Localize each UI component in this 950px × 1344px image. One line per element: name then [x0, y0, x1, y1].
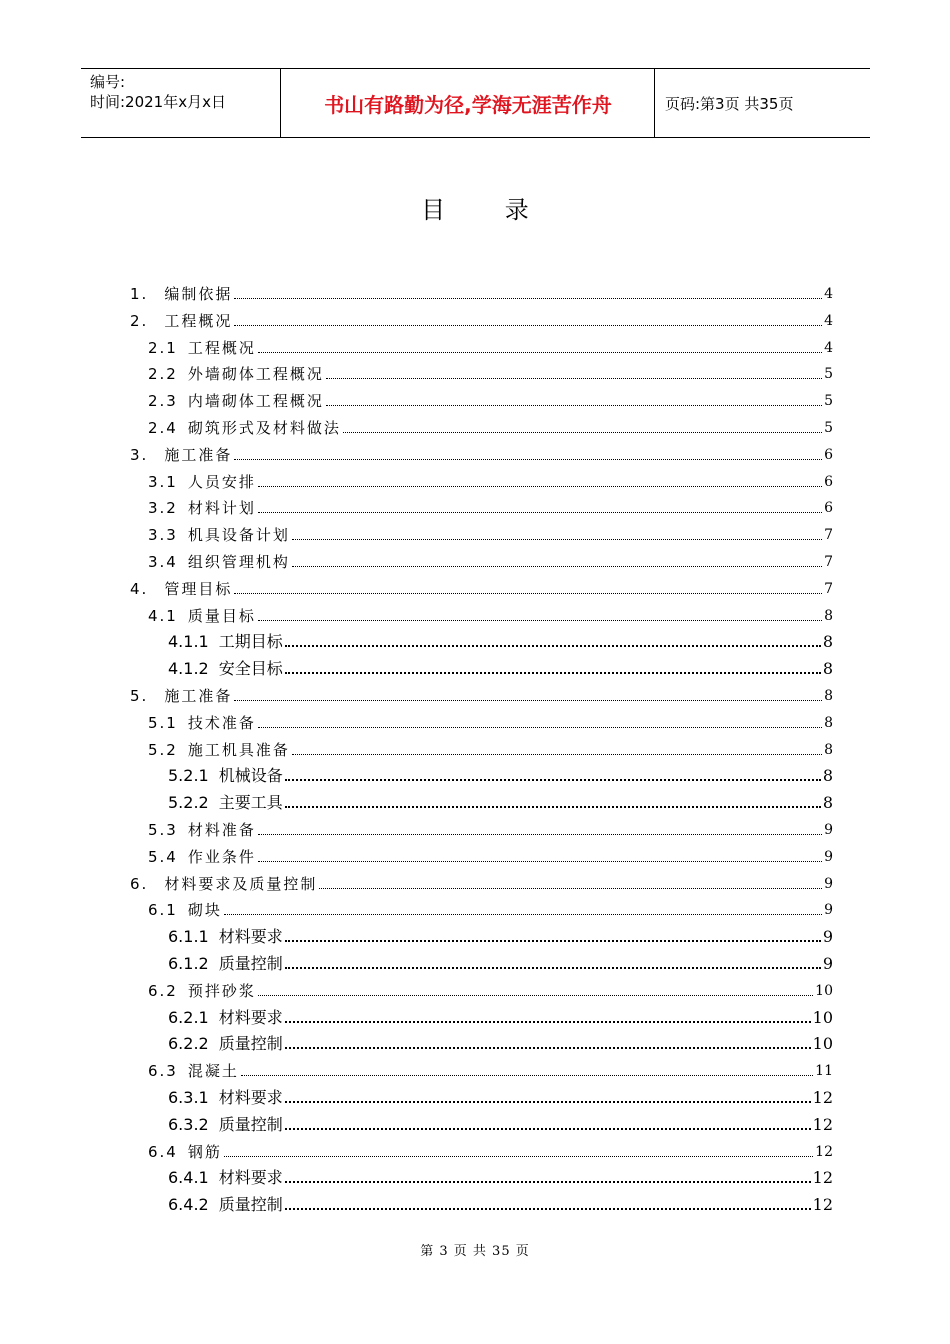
toc-leader-dots: [292, 538, 822, 540]
toc-leader-dots: [258, 833, 822, 835]
toc-entry-label: [168, 1035, 283, 1053]
toc-leader-dots: [285, 1046, 811, 1049]
toc-entry[interactable]: [168, 1027, 833, 1053]
toc-entry-page: 6: [824, 500, 833, 517]
toc-entry-label: [148, 848, 256, 866]
toc-entry-page: 4: [824, 339, 833, 356]
toc-entry-label: [168, 1089, 283, 1107]
toc-leader-dots: [224, 1155, 813, 1157]
toc-leader-dots: [234, 297, 822, 299]
toc-entry[interactable]: [148, 733, 833, 759]
toc-title: 目 录: [421, 196, 555, 224]
toc-entry-text: 质量目标: [187, 606, 256, 625]
toc-entry-page: 12: [812, 1088, 833, 1107]
toc-entry-text: 施工机具准备: [187, 740, 290, 759]
toc-entry-page: 9: [822, 954, 833, 973]
toc-entry-text: 工期目标: [218, 632, 283, 652]
page-footer: 第 3 页 共 35 页: [420, 1244, 530, 1259]
toc-entry-page: 4: [824, 312, 833, 329]
toc-entry-label: [130, 687, 232, 705]
toc-entry-text: 材料要求: [218, 1007, 283, 1027]
toc-entry-page: 7: [824, 580, 833, 597]
toc-entry-number: 2.: [130, 311, 149, 330]
toc-entry-label: [148, 473, 256, 491]
toc-entry-label: [148, 714, 256, 732]
toc-entry-label: [168, 955, 283, 973]
toc-entry[interactable]: [130, 679, 833, 705]
toc-entry-label: [148, 392, 324, 410]
toc-entry-text: 外墙砌体工程概况: [187, 365, 324, 384]
toc-entry-page: 5: [824, 420, 833, 436]
toc-entry-number: 1.: [130, 285, 149, 303]
toc-leader-dots: [258, 860, 822, 862]
toc-entry[interactable]: [168, 1161, 833, 1187]
toc-entry-number: 3.: [130, 445, 149, 464]
toc-entry-label: [168, 794, 283, 812]
toc-entry-number: 2.4: [148, 419, 178, 437]
toc-leader-dots: [258, 511, 822, 513]
toc-entry-label: [148, 741, 290, 759]
toc-entry-text: 安全目标: [218, 659, 283, 679]
toc-entry-text: 内墙砌体工程概况: [187, 392, 324, 411]
toc-leader-dots: [326, 404, 822, 406]
toc-entry-number: 6.3.2: [168, 1114, 209, 1134]
toc-entry-text: 机具设备计划: [187, 526, 290, 545]
toc-entry-page: 8: [824, 688, 833, 704]
toc-entry-page: 9: [824, 902, 833, 919]
toc-entry[interactable]: [168, 759, 833, 785]
toc-leader-dots: [285, 1180, 811, 1183]
toc-entry[interactable]: [130, 572, 833, 598]
toc-entry-label: [130, 446, 232, 464]
toc-entry[interactable]: [168, 625, 833, 651]
toc-entry-number: 6.4: [148, 1142, 178, 1161]
toc-entry-label: [168, 1196, 283, 1214]
toc-entry-label: [168, 1169, 283, 1187]
toc-entry-label: [168, 1116, 283, 1134]
toc-entry-text: 施工准备: [164, 445, 233, 464]
toc-entry-page: 8: [824, 714, 833, 731]
toc-entry-text: 材料计划: [187, 499, 256, 518]
toc-entry-page: 12: [815, 1143, 833, 1160]
toc-entry-number: 5.2.1: [168, 766, 209, 786]
toc-entry-label: [148, 982, 256, 1000]
toc-entry-text: 预拌砂浆: [187, 981, 256, 1000]
toc-entry[interactable]: [148, 331, 833, 357]
toc-entry-label: [168, 633, 283, 651]
toc-entry[interactable]: [148, 491, 833, 517]
toc-entry-number: 3.2: [148, 499, 178, 518]
toc-entry-label: [148, 339, 256, 357]
toc-leader-dots: [292, 753, 822, 755]
toc-entry-text: 主要工具: [218, 793, 283, 813]
toc-leader-dots: [285, 1100, 811, 1103]
toc-entry-label: [148, 821, 256, 839]
toc-entry-label: [168, 660, 283, 678]
toc-entry-number: 6.: [130, 874, 149, 893]
toc-entry-text: 砌块: [187, 901, 222, 920]
toc-entry[interactable]: [148, 974, 833, 1000]
toc-entry-number: 2.1: [148, 338, 178, 357]
toc-leader-dots: [285, 778, 821, 781]
toc-entry-label: [148, 553, 290, 571]
toc-leader-dots: [319, 887, 822, 889]
toc-entry-label: [148, 365, 324, 383]
toc-entry[interactable]: [130, 867, 833, 893]
toc-entry-label: [168, 928, 283, 946]
toc-entry-number: 3.1: [148, 472, 178, 491]
toc-entry-page: 9: [824, 875, 833, 892]
toc-entry[interactable]: [148, 545, 833, 571]
toc-entry-page: 5: [824, 393, 833, 410]
toc-entry-text: 工程概况: [164, 311, 233, 330]
toc-entry-label: [148, 526, 290, 544]
toc-entry-page: 10: [812, 1007, 833, 1027]
toc-entry[interactable]: [168, 1081, 833, 1107]
document-time-label: 时间:2021年x月x日: [90, 93, 226, 111]
toc-entry-page: 7: [824, 554, 833, 570]
toc-entry-text: 砌筑形式及材料做法: [187, 419, 341, 437]
toc-leader-dots: [258, 619, 822, 621]
toc-entry[interactable]: [148, 1054, 833, 1080]
toc-leader-dots: [234, 458, 822, 460]
toc-leader-dots: [258, 351, 822, 353]
toc-entry-page: 5: [824, 366, 833, 383]
toc-entry-label: [148, 1143, 222, 1161]
toc-leader-dots: [241, 1074, 813, 1076]
toc-entry-text: 质量控制: [218, 1195, 283, 1215]
toc-entry[interactable]: [130, 438, 833, 464]
toc-entry-number: 6.1: [148, 901, 178, 920]
toc-leader-dots: [285, 939, 821, 942]
toc-entry-text: 混凝土: [187, 1062, 239, 1081]
toc-entry-text: 材料要求及质量控制: [164, 874, 318, 893]
toc-entry-number: 6.4.1: [168, 1168, 209, 1188]
toc-entry[interactable]: [168, 1108, 833, 1134]
toc-entry-label: [148, 499, 256, 517]
toc-entry-number: 2.2: [148, 365, 178, 384]
toc-entry-label: [130, 875, 317, 893]
toc-entry-number: 2.3: [148, 392, 178, 411]
toc-leader-dots: [234, 699, 822, 701]
toc-entry-number: 3.3: [148, 526, 178, 545]
toc-entry-text: 人员安排: [187, 472, 256, 491]
toc-entry-number: 6.4.2: [168, 1195, 209, 1215]
toc-entry-number: 5.1: [148, 713, 178, 732]
toc-entry[interactable]: [148, 599, 833, 625]
toc-entry[interactable]: [168, 786, 833, 812]
toc-entry-number: 4.1.1: [168, 632, 209, 652]
toc-leader-dots: [234, 324, 822, 326]
toc-entry-page: 11: [815, 1063, 833, 1080]
toc-entry[interactable]: [148, 384, 833, 410]
toc-entry-page: 6: [824, 473, 833, 490]
header-meta: [81, 69, 281, 137]
toc-entry-number: 6.1.1: [168, 927, 209, 947]
toc-leader-dots: [285, 1207, 811, 1210]
toc-entry[interactable]: [168, 652, 833, 678]
toc-entry-page: 10: [812, 1034, 833, 1054]
toc-entry-number: 4.1: [148, 606, 178, 625]
toc-entry-label: [130, 580, 232, 598]
toc-entry-page: 8: [824, 741, 833, 758]
toc-leader-dots: [285, 671, 821, 674]
toc-entry-text: 工程概况: [187, 338, 256, 357]
toc-leader-dots: [285, 966, 821, 969]
toc-entry-page: 4: [824, 286, 833, 302]
toc-entry[interactable]: [148, 1135, 833, 1161]
toc-entry-text: 施工准备: [164, 687, 233, 705]
toc-entry[interactable]: [148, 518, 833, 544]
toc-entry-label: [148, 1062, 239, 1080]
toc-entry-number: 5.: [130, 687, 149, 705]
toc-entry-page: 8: [822, 632, 833, 652]
toc-entry-number: 6.2: [148, 981, 178, 1000]
toc-leader-dots: [258, 994, 813, 996]
toc-entry-label: [148, 419, 341, 437]
toc-leader-dots: [326, 377, 822, 379]
toc-entry-label: [148, 607, 256, 625]
toc-entry-label: [148, 901, 222, 919]
toc-entry-text: 材料准备: [187, 821, 256, 839]
toc-entry-number: 3.4: [148, 553, 178, 571]
toc-entry-label: [130, 285, 232, 303]
toc-entry[interactable]: [148, 706, 833, 732]
toc-entry-text: 编制依据: [164, 285, 233, 303]
toc-entry[interactable]: [168, 920, 833, 946]
toc-entry[interactable]: [148, 893, 833, 919]
toc-entry-number: 4.: [130, 579, 149, 598]
toc-leader-dots: [285, 1020, 811, 1023]
toc-entry-number: 5.2: [148, 740, 178, 759]
page-header: [81, 68, 870, 138]
toc-entry[interactable]: [148, 813, 833, 839]
toc-leader-dots: [285, 805, 821, 808]
toc-entry-number: 5.3: [148, 821, 178, 839]
toc-entry-page: 6: [824, 446, 833, 463]
toc-entry[interactable]: [168, 1001, 833, 1027]
toc-entry-page: 10: [815, 982, 833, 999]
toc-entry[interactable]: [168, 947, 833, 973]
toc-entry-text: 材料要求: [218, 1168, 283, 1188]
toc-entry-text: 材料要求: [218, 927, 283, 947]
header-page-info: 页码:第3页 共35页: [665, 94, 794, 113]
toc-entry-text: 质量控制: [218, 1114, 283, 1134]
toc-entry[interactable]: [148, 357, 833, 383]
toc-entry-label: [130, 312, 232, 330]
toc-entry-number: 6.2.2: [168, 1034, 209, 1054]
toc-entry-text: 材料要求: [218, 1088, 283, 1107]
toc-entry-number: 5.4: [148, 847, 178, 866]
toc-entry-page: 8: [824, 607, 833, 624]
toc-leader-dots: [285, 1127, 811, 1130]
toc-leader-dots: [258, 726, 822, 728]
toc-entry-text: 作业条件: [187, 847, 256, 866]
toc-entry-page: 9: [822, 927, 833, 947]
toc-entry[interactable]: [148, 411, 833, 437]
toc-leader-dots: [258, 485, 822, 487]
toc-entry-page: 12: [812, 1114, 833, 1134]
toc-leader-dots: [292, 565, 822, 567]
toc-entry[interactable]: [168, 1188, 833, 1214]
toc-entry-number: 4.1.2: [168, 659, 209, 679]
toc-entry-number: 6.3: [148, 1062, 178, 1081]
toc-entry-page: 8: [822, 766, 833, 786]
toc-entry-number: 6.3.1: [168, 1088, 209, 1107]
toc-leader-dots: [343, 431, 822, 433]
toc-entry-text: 组织管理机构: [187, 553, 290, 571]
toc-entry-page: 7: [824, 527, 833, 544]
toc-entry-text: 机械设备: [218, 766, 283, 786]
toc-entry[interactable]: [130, 304, 833, 330]
toc-entry-page: 12: [812, 1195, 833, 1215]
toc-entry-label: [168, 767, 283, 785]
toc-entry-page: 9: [824, 822, 833, 838]
toc-entry[interactable]: [130, 277, 833, 303]
document-number-label: 编号:: [90, 73, 126, 91]
toc-entry-page: 8: [822, 659, 833, 679]
toc-entry-text: 质量控制: [218, 1034, 283, 1054]
toc-entry-page: 8: [822, 793, 833, 813]
toc-entry-page: 12: [812, 1168, 833, 1188]
toc-entry-text: 技术准备: [187, 713, 256, 732]
toc-entry-text: 质量控制: [218, 954, 283, 973]
toc-entry-text: 钢筋: [187, 1142, 222, 1161]
toc-entry[interactable]: [148, 840, 833, 866]
header-motto: 书山有路勤为径,学海无涯苦作舟: [282, 69, 655, 137]
toc-entry-number: 6.2.1: [168, 1007, 209, 1027]
toc-entry-page: 9: [824, 848, 833, 865]
toc-leader-dots: [234, 592, 822, 594]
toc-entry-number: 6.1.2: [168, 954, 209, 973]
toc-leader-dots: [224, 913, 822, 915]
toc-entry-text: 管理目标: [164, 579, 233, 598]
toc-entry[interactable]: [148, 465, 833, 491]
toc-entry-number: 5.2.2: [168, 793, 209, 813]
toc-entry-label: [168, 1009, 283, 1027]
toc-leader-dots: [285, 644, 821, 647]
